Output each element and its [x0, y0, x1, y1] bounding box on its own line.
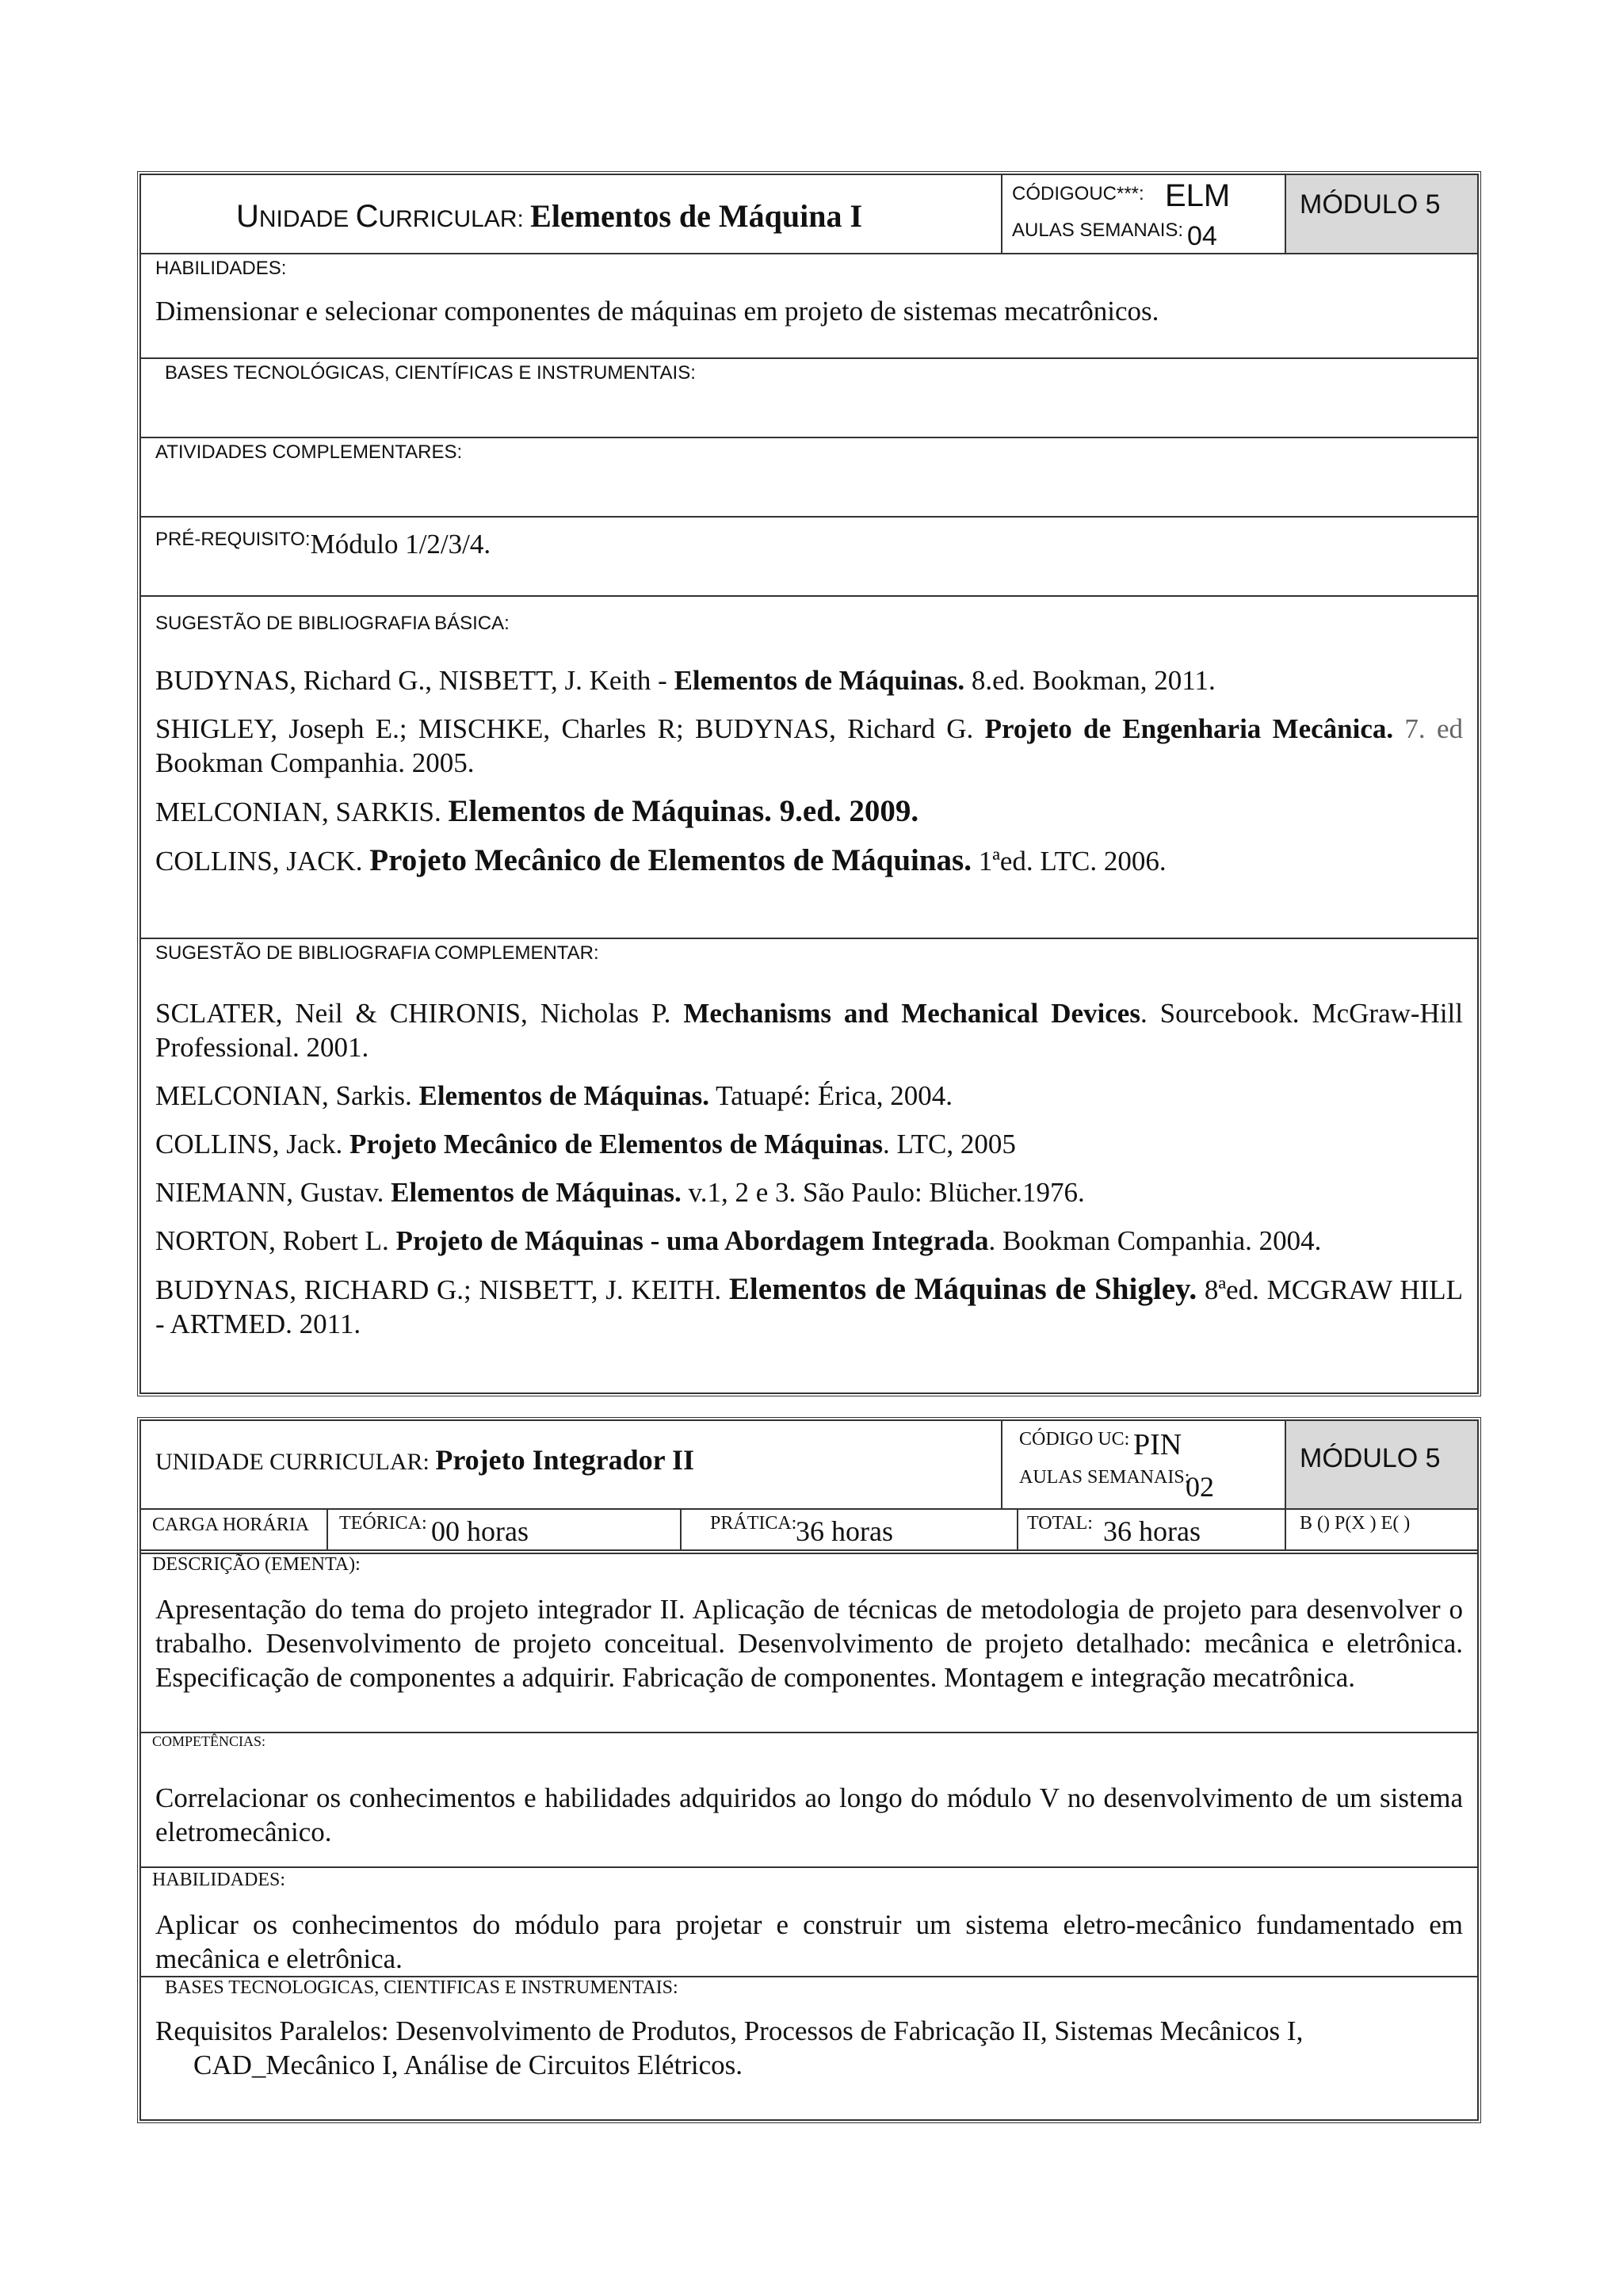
practice-label: PRÁTICA:: [710, 1513, 797, 1534]
divider: [1285, 1508, 1286, 1549]
prerequisite: [155, 521, 491, 560]
technological-bases-line-1: Requisitos Paralelos: Desenvolvimento de Produtos, Processos de Fabricação II, Sistemas Mecânicos I,: [155, 2015, 1304, 2046]
basic-bibliography-label: SUGESTÃO DE BIBLIOGRAFIA BÁSICA:: [155, 613, 510, 634]
workload-label: CARGA HORÁRIA: [152, 1515, 310, 1535]
reference-item: SHIGLEY, Joseph E.; MISCHKE, Charles R; BUDYNAS, Richard G. Projeto de Engenharia Mecânica. 7. ed Bookman Companhia. 2005.: [155, 713, 1463, 778]
divider: [141, 253, 1477, 254]
divider: [1001, 1421, 1002, 1508]
prerequisite-label: PRÉ-REQUISITO:: [155, 529, 311, 550]
complementary-bibliography-label: SUGESTÃO DE BIBLIOGRAFIA COMPLEMENTAR:: [155, 942, 599, 964]
complementary-activities-label: ATIVIDADES COMPLEMENTARES:: [155, 441, 463, 463]
divider: [141, 516, 1477, 518]
complementary-bibliography-list: [155, 996, 1463, 1355]
divider: [141, 1732, 1477, 1733]
divider: [141, 357, 1477, 359]
basic-bibliography-list: [155, 663, 1463, 892]
practice-hours: 36 horas: [796, 1515, 893, 1547]
skills-label: HABILIDADES:: [155, 258, 287, 279]
technological-bases-label: BASES TECNOLÓGICAS, CIENTÍFICAS E INSTRUMENTAIS:: [165, 362, 696, 384]
reference-item: COLLINS, JACK. Projeto Mecânico de Elementos de Máquinas. 1ªed. LTC. 2006.: [155, 843, 1167, 877]
module-label: MÓDULO 5: [1300, 189, 1441, 220]
unit-title: UNIDADE CURRICULAR: Elementos de Máquina I: [236, 198, 863, 234]
weekly-classes-label: AULAS SEMANAIS:: [1019, 1467, 1190, 1488]
reference-item: BUDYNAS, Richard G., NISBETT, J. Keith - Elementos de Máquinas. 8.ed. Bookman, 2011.: [155, 665, 1216, 696]
divider: [1001, 175, 1002, 253]
technological-bases-label: BASES TECNOLOGICAS, CIENTIFICAS E INSTRUMENTAIS:: [165, 1977, 678, 1998]
theory-label: TEÓRICA:: [339, 1513, 427, 1534]
divider: [141, 1508, 1477, 1510]
weekly-classes-label: AULAS SEMANAIS:: [1012, 220, 1184, 241]
divider: [1285, 1421, 1286, 1508]
unit-title: UNIDADE CURRICULAR: Projeto Integrador II: [155, 1444, 694, 1476]
divider: [141, 595, 1477, 597]
weekly-classes-value: 04: [1187, 221, 1217, 251]
code-label: CÓDIGOUC***:: [1012, 183, 1144, 204]
code-value: ELM: [1165, 178, 1231, 213]
curricular-unit-table-1: [139, 174, 1479, 1394]
unit-name: Elementos de Máquina I: [530, 198, 863, 234]
competencies-text: Correlacionar os conhecimentos e habilidades adquiridos ao longo do módulo V no desenvolvimento de um sistema eletromecânico.: [155, 1782, 1463, 1847]
divider: [1285, 175, 1286, 253]
divider: [141, 1866, 1477, 1868]
type-checkboxes: B () P(X ) E( ): [1300, 1513, 1411, 1534]
code-value: PIN: [1133, 1428, 1182, 1461]
skills-text: Aplicar os conhecimentos do módulo para projetar e construir um sistema eletro-mecânico fundamentado em mecânica e eletrônica.: [155, 1909, 1463, 1974]
divider: [141, 1549, 1477, 1551]
theory-hours: 00 horas: [431, 1515, 529, 1547]
reference-item: NIEMANN, Gustav. Elementos de Máquinas. v.1, 2 e 3. São Paulo: Blücher.1976.: [155, 1177, 1085, 1208]
reference-item: BUDYNAS, RICHARD G.; NISBETT, J. KEITH. Elementos de Máquinas de Shigley. 8ªed. MCGRAW HILL - ARTMED. 2011.: [155, 1272, 1464, 1339]
reference-item: SCLATER, Neil & CHIRONIS, Nicholas P. Mechanisms and Mechanical Devices. Sourcebook. McGraw-Hill Professional. 2001.: [155, 998, 1463, 1063]
description-text: Apresentação do tema do projeto integrador II. Aplicação de técnicas de metodologia de projeto para desenvolver o trabalho. Desenvolvimento de projeto conceitual. Desenvolvimento de projeto detalhado: mecânica e eletrônica. Especificação de componentes a adquirir. Fabricação de componentes. Montagem e integração mecatrônica.: [155, 1594, 1463, 1693]
reference-item: NORTON, Robert L. Projeto de Máquinas - uma Abordagem Integrada. Bookman Companhia. 2004.: [155, 1225, 1322, 1256]
divider: [141, 938, 1477, 939]
technological-bases-line-2: CAD_Mecânico I, Análise de Circuitos Elétricos.: [193, 2050, 743, 2080]
total-label: TOTAL:: [1027, 1513, 1093, 1534]
competencies-label: COMPETÊNCIAS:: [152, 1733, 266, 1749]
curricular-unit-table-2: [139, 1419, 1479, 2121]
description-label: DESCRIÇÃO (EMENTA):: [152, 1554, 361, 1575]
weekly-classes-value: 02: [1186, 1471, 1214, 1503]
reference-item: MELCONIAN, Sarkis. Elementos de Máquinas. Tatuapé: Érica, 2004.: [155, 1080, 953, 1111]
code-label: CÓDIGO UC:: [1019, 1429, 1130, 1450]
divider: [141, 437, 1477, 438]
reference-item: MELCONIAN, SARKIS. Elementos de Máquinas. 9.ed. 2009.: [155, 794, 919, 828]
reference-item: COLLINS, Jack. Projeto Mecânico de Elementos de Máquinas. LTC, 2005: [155, 1129, 1016, 1159]
unit-name: Projeto Integrador II: [435, 1444, 694, 1476]
prerequisite-value: Módulo 1/2/3/4.: [310, 529, 491, 560]
divider: [1017, 1508, 1018, 1549]
total-hours: 36 horas: [1103, 1515, 1201, 1547]
module-label: MÓDULO 5: [1300, 1443, 1441, 1473]
divider: [327, 1508, 328, 1549]
skills-text: Dimensionar e selecionar componentes de máquinas em projeto de sistemas mecatrônicos.: [155, 296, 1159, 327]
skills-label: HABILIDADES:: [152, 1870, 285, 1890]
divider: [680, 1508, 682, 1549]
